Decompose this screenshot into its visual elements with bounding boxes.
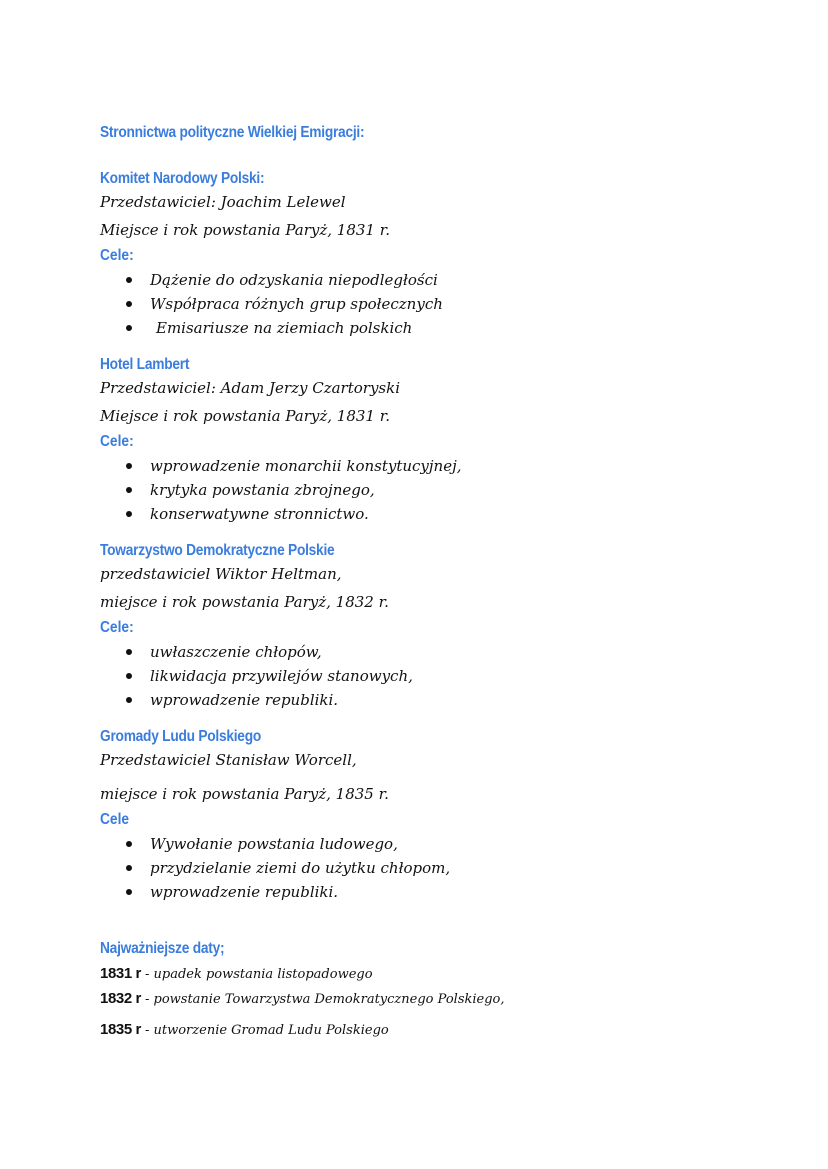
- party-section-tdp: [100, 540, 790, 712]
- goals-label: Cele: [100, 811, 130, 828]
- party-founded: miejsce i rok powstania Paryż, 1835 r.: [100, 785, 389, 803]
- party-name: Towarzystwo Demokratyczne Polskie: [100, 542, 335, 559]
- date-row: [100, 987, 790, 1012]
- goal-item: wprowadzenie monarchii konstytucyjnej,: [126, 454, 790, 478]
- date-year: 1835 r: [100, 1021, 141, 1038]
- bullet-icon: [126, 865, 132, 871]
- party-representative: Przedstawiciel: Adam Jerzy Czartoryski: [100, 379, 400, 397]
- bullet-icon: [126, 673, 132, 679]
- party-section-knp: [100, 168, 790, 340]
- goals-list: [100, 832, 790, 904]
- goals-label: Cele:: [100, 619, 134, 636]
- party-representative: przedstawiciel Wiktor Heltman,: [100, 565, 342, 583]
- party-representative: Przedstawiciel Stanisław Worcell,: [100, 751, 357, 769]
- goals-list: [100, 454, 790, 526]
- bullet-icon: [126, 301, 132, 307]
- party-founded: miejsce i rok powstania Paryż, 1832 r.: [100, 593, 389, 611]
- goals-list: [100, 640, 790, 712]
- goal-item: Dążenie do odzyskania niepodległości: [126, 268, 790, 292]
- goal-item: likwidacja przywilejów stanowych,: [126, 664, 790, 688]
- goal-item: konserwatywne stronnictwo.: [126, 502, 790, 526]
- party-name: Komitet Narodowy Polski:: [100, 170, 265, 187]
- key-dates-title: Najważniejsze daty;: [100, 940, 225, 957]
- goals-label: Cele:: [100, 433, 134, 450]
- goal-item: Wywołanie powstania ludowego,: [126, 832, 790, 856]
- party-section-glp: [100, 726, 790, 904]
- party-section-hotel-lambert: [100, 354, 790, 526]
- date-year: 1832 r: [100, 990, 141, 1007]
- bullet-icon: [126, 841, 132, 847]
- party-founded: Miejsce i rok powstania Paryż, 1831 r.: [100, 221, 391, 239]
- party-founded: Miejsce i rok powstania Paryż, 1831 r.: [100, 407, 391, 425]
- bullet-icon: [126, 889, 132, 895]
- document-title: Stronnictwa polityczne Wielkiej Emigracji:: [100, 124, 365, 141]
- date-row: [100, 962, 790, 987]
- party-representative: Przedstawiciel: Joachim Lelewel: [100, 193, 346, 211]
- bullet-icon: [126, 511, 132, 517]
- goal-item: wprowadzenie republiki.: [126, 688, 790, 712]
- document-page: [100, 122, 790, 1043]
- goal-item: Współpraca różnych grup społecznych: [126, 292, 790, 316]
- date-description: - upadek powstania listopadowego: [144, 967, 373, 982]
- bullet-icon: [126, 463, 132, 469]
- goal-item: Emisariusze na ziemiach polskich: [126, 316, 790, 340]
- bullet-icon: [126, 487, 132, 493]
- bullet-icon: [126, 649, 132, 655]
- goal-item: krytyka powstania zbrojnego,: [126, 478, 790, 502]
- goals-list: [100, 268, 790, 340]
- date-row: [100, 1018, 790, 1043]
- date-description: - powstanie Towarzystwa Demokratycznego Polskiego,: [144, 992, 505, 1007]
- goal-item: uwłaszczenie chłopów,: [126, 640, 790, 664]
- date-description: - utworzenie Gromad Ludu Polskiego: [144, 1023, 389, 1038]
- party-name: Hotel Lambert: [100, 356, 190, 373]
- bullet-icon: [126, 277, 132, 283]
- goals-label: Cele:: [100, 247, 134, 264]
- bullet-icon: [126, 697, 132, 703]
- bullet-icon: [126, 325, 132, 331]
- date-year: 1831 r: [100, 965, 141, 982]
- key-dates-section: [100, 938, 790, 1043]
- goal-item: wprowadzenie republiki.: [126, 880, 790, 904]
- party-name: Gromady Ludu Polskiego: [100, 728, 262, 745]
- goal-item: przydzielanie ziemi do użytku chłopom,: [126, 856, 790, 880]
